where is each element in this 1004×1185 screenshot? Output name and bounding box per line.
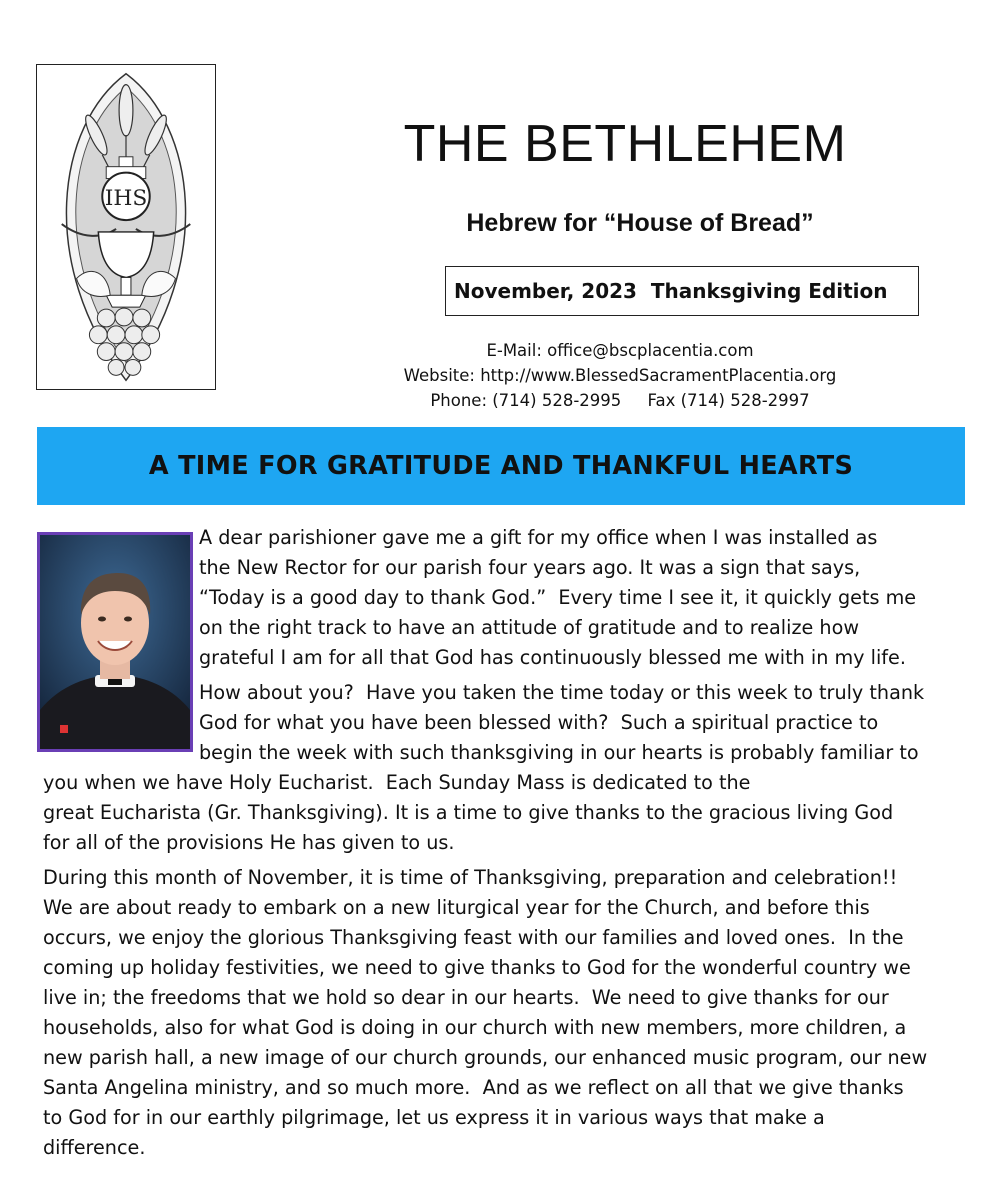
article-paragraph-2 bbox=[43, 678, 963, 858]
ihs-monogram: IHS bbox=[104, 186, 148, 212]
email-line[interactable]: E-Mail: office@bscplacentia.com bbox=[486, 341, 754, 360]
text-line: During this month of November, it is time of Thanksgiving, preparation and celebration!! bbox=[43, 866, 898, 889]
text-line: grateful I am for all that God has continuously blessed me with in my life. bbox=[199, 646, 906, 669]
edition-box bbox=[445, 266, 919, 316]
text-line: “Today is a good day to thank God.” Every time I see it, it quickly gets me bbox=[199, 586, 917, 609]
text-line: A dear parishioner gave me a gift for my office when I was installed as bbox=[199, 526, 878, 549]
text-line: the New Rector for our parish four years ago. It was a sign that says, bbox=[199, 556, 861, 579]
text-line: God for what you have been blessed with? Such a spiritual practice to bbox=[199, 711, 879, 734]
phone-line: Phone: (714) 528-2995 Fax (714) 528-2997 bbox=[430, 391, 810, 410]
text-line: to God for in our earthly pilgrimage, let us express it in various ways that make a bbox=[43, 1106, 825, 1129]
article-paragraph-1 bbox=[43, 523, 963, 673]
text-line: We are about ready to embark on a new liturgical year for the Church, and before this bbox=[43, 896, 870, 919]
text-line: Santa Angelina ministry, and so much more. And as we reflect on all that we give thanks bbox=[43, 1076, 904, 1099]
contact-info bbox=[330, 338, 910, 413]
text-line: difference. bbox=[43, 1136, 146, 1159]
text-line: great Eucharista (Gr. Thanksgiving). It is a time to give thanks to the gracious living God bbox=[43, 801, 894, 824]
text-line: coming up holiday festivities, we need to give thanks to God for the wonderful country we bbox=[43, 956, 911, 979]
text-line: on the right track to have an attitude of gratitude and to realize how bbox=[199, 616, 860, 639]
article-body bbox=[43, 523, 963, 1168]
edition-label: November, 2023 Thanksgiving Edition bbox=[454, 279, 888, 303]
text-line: How about you? Have you taken the time today or this week to truly thank bbox=[199, 681, 925, 704]
newsletter-subtitle: Hebrew for “House of Bread” bbox=[466, 209, 814, 237]
text-line: live in; the freedoms that we hold so dear in our hearts. We need to give thanks for our bbox=[43, 986, 889, 1009]
chalice-wheat-grapes-icon bbox=[37, 65, 215, 389]
article-heading: A TIME FOR GRATITUDE AND THANKFUL HEARTS bbox=[148, 451, 854, 481]
text-line: you when we have Holy Eucharist. Each Sunday Mass is dedicated to the bbox=[43, 771, 751, 794]
text-line: occurs, we enjoy the glorious Thanksgiving feast with our families and loved ones. In the bbox=[43, 926, 904, 949]
parish-logo bbox=[36, 64, 216, 390]
text-line: new parish hall, a new image of our church grounds, our enhanced music program, our new bbox=[43, 1046, 928, 1069]
text-line: for all of the provisions He has given to us. bbox=[43, 831, 455, 854]
website-line[interactable]: Website: http://www.BlessedSacramentPlacentia.org bbox=[403, 366, 837, 385]
article-banner bbox=[37, 427, 965, 505]
article-paragraph-3 bbox=[43, 863, 963, 1163]
newsletter-title: THE BETHLEHEM bbox=[403, 115, 847, 173]
text-line: begin the week with such thanksgiving in our hearts is probably familiar to bbox=[199, 741, 919, 764]
text-line: households, also for what God is doing in our church with new members, more children, a bbox=[43, 1016, 907, 1039]
